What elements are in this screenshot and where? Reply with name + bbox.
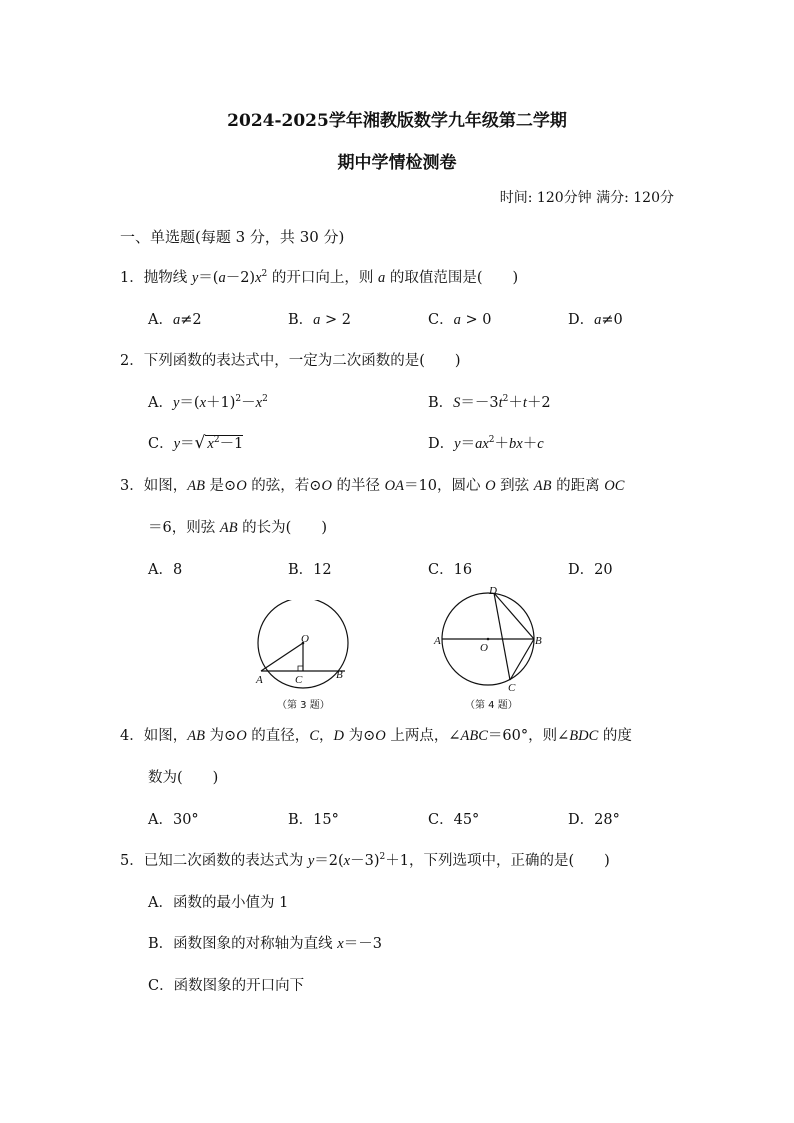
fig4-label-a: A [434,635,441,647]
q4-option-c[interactable]: C．45° [428,812,480,828]
q2-option-a[interactable]: A．$y=(x+1)^2-x^2$ [148,394,268,411]
q4-number: 4． [120,728,144,744]
q1-option-c[interactable]: C．a > 0 [428,312,492,328]
figure-3-diagram [248,600,358,690]
fig4-segment-bc [510,639,534,680]
q5-option-a[interactable]: A．函数的最小值为 1 [148,895,289,911]
q3-option-b[interactable]: B．12 [288,562,332,578]
fig3-label-a: A [256,674,263,686]
fig4-label-o: O [480,642,488,654]
q1-stem-b: 的开口向上，则 [267,270,378,286]
question-4-line-2: 数为( ) [148,770,219,786]
figure-3-caption: （第 3 题） [277,700,330,711]
question-4-line-1: 4．如图，AB 为⊙O 的直径，C，D 为⊙O 上两点，∠ABC＝60°，则∠BDC 的度 [120,728,632,744]
fig4-segment-dc [494,593,510,680]
fig3-label-c: C [295,674,303,686]
section-heading: 一、单选题(每题 3 分，共 30 分) [120,228,345,246]
fig4-label-c: C [508,682,516,693]
fig4-center-dot [487,638,490,641]
q2-option-c[interactable]: C．y＝√ $x^2-1$ [148,433,244,453]
time-info: 时间: 120分钟 满分: 120分 [499,190,674,206]
fig3-label-o: O [301,633,309,645]
q1-close-paren: ) [512,270,519,286]
q3-option-a[interactable]: A．8 [148,562,183,578]
q1-option-a[interactable]: A．a≠2 [148,312,202,328]
q4-option-b[interactable]: B．15° [288,812,339,828]
q2-option-b[interactable]: B．$S=-3t^2+t+2$ [428,394,551,411]
q3-option-c[interactable]: C．16 [428,562,473,578]
fig4-label-d: D [489,585,497,597]
question-1: 1．抛物线 $y=(a-2)x^2$ 的开口向上，则 a 的取值范围是( ) [120,269,519,286]
q3-number: 3． [120,478,144,494]
exam-title: 2024-2025学年湘教版数学九年级第二学期 [227,111,567,131]
q3-option-d[interactable]: D．20 [568,562,613,578]
fig3-label-b: B [336,669,343,681]
q5-option-c[interactable]: C．函数图象的开口向下 [148,978,305,994]
q1-option-b[interactable]: B．a > 2 [288,312,351,328]
q2-number: 2． [120,353,144,369]
q5-number: 5． [120,853,144,869]
q1-formula: $y=(a-2)x^2$ [191,269,268,286]
figure-4-caption: （第 4 题） [465,700,518,711]
q1-option-d[interactable]: D．a≠0 [568,312,623,328]
fig3-right-angle-mark [298,666,303,671]
q2-stem: 下列函数的表达式中，一定为二次函数的是( [143,353,425,369]
question-3-line-1: 3．如图，AB 是⊙O 的弦，若⊙O 的半径 OA＝10，圆心 O 到弦 AB 的距离 OC [120,478,625,494]
fig3-radius-oa [261,643,303,671]
question-5: 5．已知二次函数的表达式为 $y=2(x-3)^2+1$，下列选项中，正确的是( ) [120,852,610,869]
figure-4-diagram [432,583,547,693]
q4-option-a[interactable]: A．30° [148,812,199,828]
q2-option-d[interactable]: D．$y=ax^2+bx+c$ [428,435,544,452]
q5-option-b[interactable]: B．函数图象的对称轴为直线 x＝－3 [148,936,382,952]
q1-stem-c: 的取值范围是( [385,270,483,286]
exam-subtitle: 期中学情检测卷 [337,153,457,173]
q1-number: 1． [120,270,144,286]
q1-stem-a: 抛物线 [143,270,192,286]
question-3-line-2: ＝6，则弦 AB 的长为( ) [148,520,328,536]
q4-option-d[interactable]: D．28° [568,812,620,828]
question-2 [120,349,461,370]
q2-close-paren: ) [454,353,461,369]
fig4-label-b: B [535,635,542,647]
